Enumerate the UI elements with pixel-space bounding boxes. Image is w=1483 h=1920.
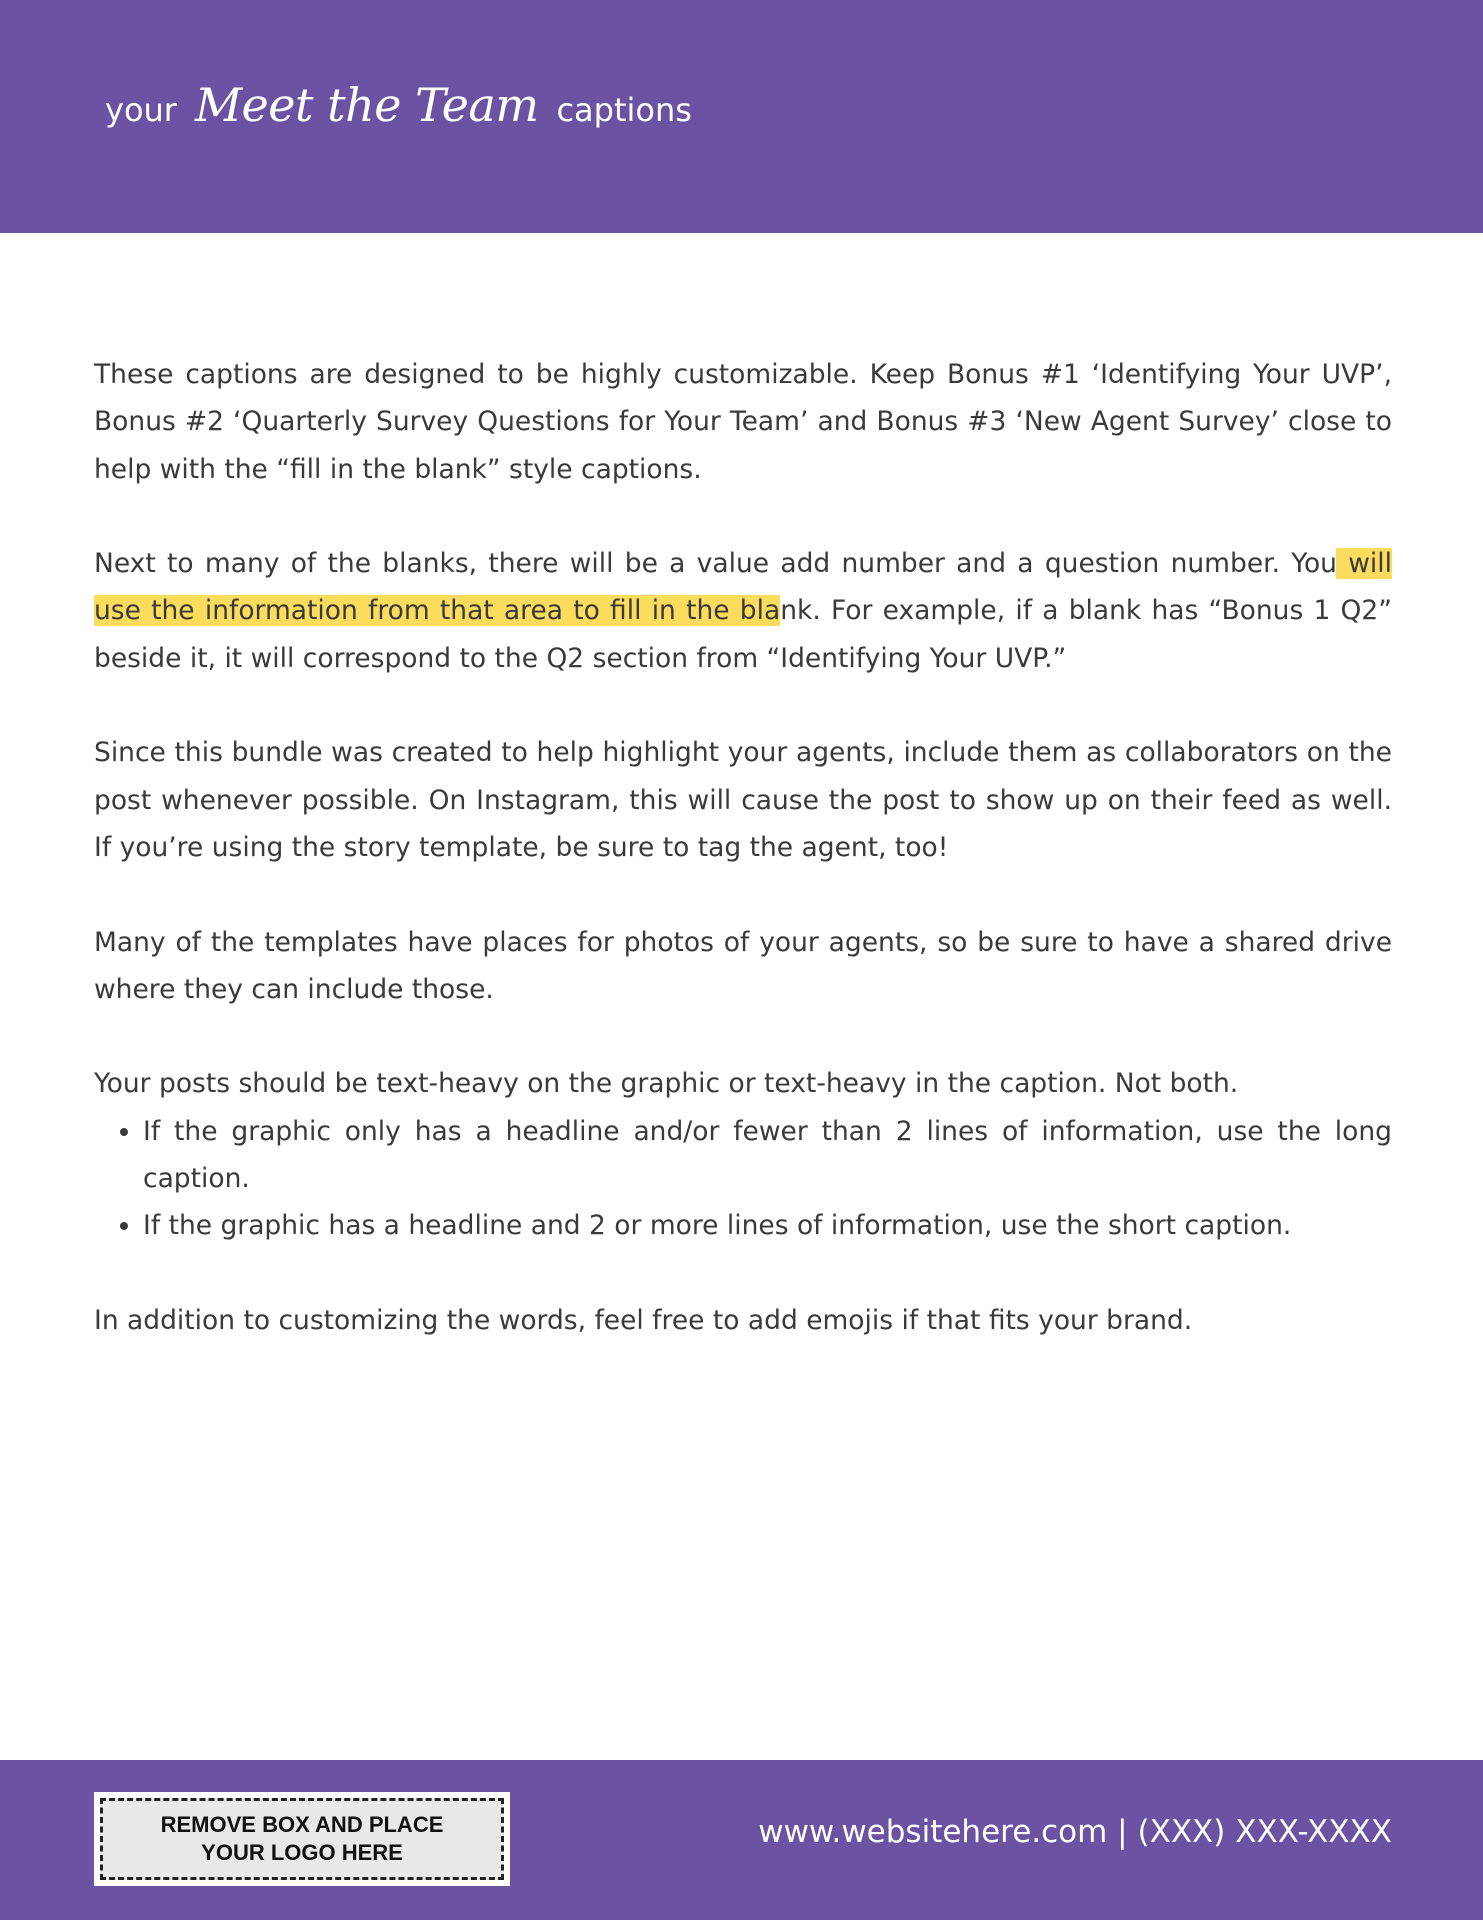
title-main: Meet the Team [194, 78, 539, 132]
paragraph-emojis: In addition to customizing the words, feel free to add emojis if that fits your brand. [94, 1304, 1193, 1336]
logo-placeholder-line2: YOUR LOGO HERE [201, 1840, 403, 1865]
paragraph-blanks [94, 540, 1392, 682]
highlighted-text: will use the information from that area to fill in the bla [94, 548, 1392, 627]
paragraph-collaborators: Since this bundle was created to help highlight your agents, include them as collaborators on the post whenever possible. On Instagram, this will cause the post to show up on their feed as well. If you’re using the story template, be sure to tag the agent, too! [94, 737, 1392, 863]
contact-info: www.websitehere.com | (XXX) XXX-XXXX [758, 1814, 1392, 1850]
header-banner [0, 0, 1483, 233]
list-item: • If the graphic only has a headline and/or fewer than 2 lines of information, use the long caption. [143, 1108, 1392, 1203]
page-title [105, 78, 692, 132]
paragraph-text-heavy: Your posts should be text-heavy on the graphic or text-heavy in the caption. Not both. [94, 1068, 1239, 1100]
logo-placeholder-box [100, 1798, 504, 1880]
paragraph-photos: Many of the templates have places for photos of your agents, so be sure to have a shared drive where they can include those. [94, 926, 1392, 1005]
logo-placeholder-line1: REMOVE BOX AND PLACE [160, 1812, 444, 1837]
paragraph-customizable: These captions are designed to be highly customizable. Keep Bonus #1 ‘Identifying Your UVP’, Bonus #2 ‘Quarterly Survey Questions for Your Team’ and Bonus #3 ‘New Agent Survey’ close to help with the “fill in the blank” style captions. [94, 359, 1392, 485]
body-content [94, 351, 1392, 1392]
title-prefix: your [105, 91, 177, 129]
list-item: • If the graphic has a headline and 2 or more lines of information, use the short caption. [143, 1202, 1392, 1249]
title-suffix: captions [556, 91, 692, 129]
logo-placeholder [94, 1792, 510, 1886]
footer-banner [0, 1760, 1483, 1920]
paragraph-blanks-end: nk. For example, if a blank has “Bonus 1 Q2” beside it, it will correspond to the Q2 section from “Identifying Your UVP.” [94, 595, 1392, 674]
caption-rules-list [94, 1108, 1392, 1250]
paragraph-blanks-start: Next to many of the blanks, there will be a value add number and a question number. You [94, 548, 1349, 580]
